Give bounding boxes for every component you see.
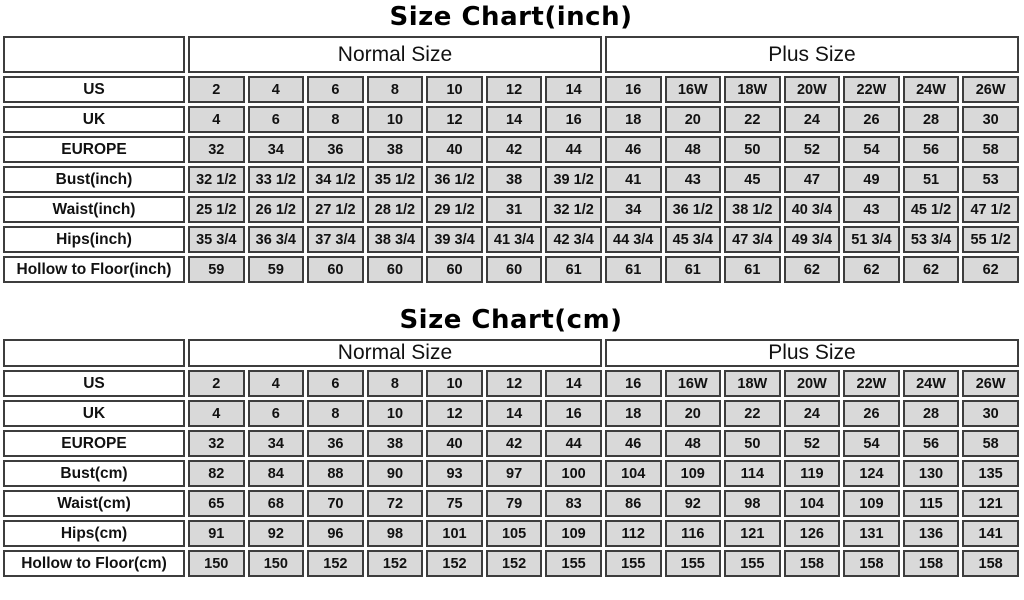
size-cell: 10 — [367, 400, 424, 427]
size-cell: 24W — [903, 76, 960, 103]
size-cell: 16W — [665, 76, 722, 103]
size-cell: 60 — [367, 256, 424, 283]
size-cell: 109 — [545, 520, 602, 547]
size-cell: 96 — [307, 520, 364, 547]
size-cell: 28 — [903, 400, 960, 427]
size-cell: 16W — [665, 370, 722, 397]
size-cell: 24W — [903, 370, 960, 397]
size-cell: 60 — [307, 256, 364, 283]
size-cell: 116 — [665, 520, 722, 547]
size-cell: 50 — [724, 430, 781, 457]
size-cell: 28 — [903, 106, 960, 133]
size-cell: 70 — [307, 490, 364, 517]
size-cell: 14 — [486, 106, 543, 133]
size-cell: 22W — [843, 370, 900, 397]
size-cell: 31 — [486, 196, 543, 223]
size-cell: 150 — [248, 550, 305, 577]
size-cell: 121 — [962, 490, 1019, 517]
group-header-normal-size: Normal Size — [188, 339, 602, 367]
size-cell: 90 — [367, 460, 424, 487]
size-chart-cm-table — [0, 336, 1022, 580]
size-cell: 32 1/2 — [188, 166, 245, 193]
size-cell: 92 — [248, 520, 305, 547]
size-cell: 83 — [545, 490, 602, 517]
size-cell: 62 — [843, 256, 900, 283]
size-cell: 114 — [724, 460, 781, 487]
size-cell: 61 — [545, 256, 602, 283]
size-cell: 36 1/2 — [426, 166, 483, 193]
size-cell: 26 — [843, 106, 900, 133]
size-cell: 72 — [367, 490, 424, 517]
size-cell: 49 — [843, 166, 900, 193]
size-cell: 121 — [724, 520, 781, 547]
size-cell: 8 — [307, 106, 364, 133]
size-cell: 93 — [426, 460, 483, 487]
size-cell: 20 — [665, 400, 722, 427]
size-cell: 51 — [903, 166, 960, 193]
size-cell: 53 3/4 — [903, 226, 960, 253]
table-row — [3, 226, 1019, 253]
size-cell: 20W — [784, 76, 841, 103]
size-cell: 56 — [903, 430, 960, 457]
group-header-normal-size: Normal Size — [188, 36, 602, 73]
size-cell: 2 — [188, 370, 245, 397]
size-cell: 59 — [248, 256, 305, 283]
size-cell: 130 — [903, 460, 960, 487]
size-cell: 12 — [486, 370, 543, 397]
size-cell: 30 — [962, 400, 1019, 427]
table-row — [3, 106, 1019, 133]
size-cell: 20 — [665, 106, 722, 133]
size-cell: 98 — [724, 490, 781, 517]
size-cell: 109 — [843, 490, 900, 517]
size-cell: 6 — [248, 400, 305, 427]
size-cell: 26 — [843, 400, 900, 427]
size-cell: 6 — [248, 106, 305, 133]
group-header-plus-size: Plus Size — [605, 339, 1019, 367]
size-cell: 10 — [426, 76, 483, 103]
size-cell: 45 — [724, 166, 781, 193]
size-cell: 48 — [665, 430, 722, 457]
size-cell: 152 — [367, 550, 424, 577]
size-cell: 27 1/2 — [307, 196, 364, 223]
size-cell: 47 1/2 — [962, 196, 1019, 223]
size-cell: 48 — [665, 136, 722, 163]
size-cell: 12 — [426, 106, 483, 133]
size-cell: 65 — [188, 490, 245, 517]
size-cell: 41 — [605, 166, 662, 193]
table-row — [3, 430, 1019, 457]
size-cell: 50 — [724, 136, 781, 163]
table-row — [3, 550, 1019, 577]
table-row — [3, 460, 1019, 487]
size-cell: 100 — [545, 460, 602, 487]
size-cell: 40 — [426, 136, 483, 163]
size-cell: 158 — [843, 550, 900, 577]
row-label-uk: UK — [3, 106, 185, 133]
size-cell: 20W — [784, 370, 841, 397]
size-cell: 105 — [486, 520, 543, 547]
size-cell: 104 — [605, 460, 662, 487]
size-cell: 47 3/4 — [724, 226, 781, 253]
size-cell: 32 — [188, 136, 245, 163]
size-cell: 101 — [426, 520, 483, 547]
size-cell: 24 — [784, 400, 841, 427]
size-cell: 16 — [545, 106, 602, 133]
size-cell: 46 — [605, 136, 662, 163]
size-cell: 4 — [248, 76, 305, 103]
row-label-waist-inch: Waist(inch) — [3, 196, 185, 223]
size-cell: 18W — [724, 370, 781, 397]
size-cell: 43 — [843, 196, 900, 223]
size-cell: 152 — [426, 550, 483, 577]
size-cell: 38 3/4 — [367, 226, 424, 253]
size-cell: 40 3/4 — [784, 196, 841, 223]
size-cell: 4 — [188, 106, 245, 133]
row-label-uk: UK — [3, 400, 185, 427]
size-cell: 34 — [248, 136, 305, 163]
group-header-plus-size: Plus Size — [605, 36, 1019, 73]
size-cell: 6 — [307, 76, 364, 103]
size-cell: 126 — [784, 520, 841, 547]
size-cell: 61 — [605, 256, 662, 283]
size-cell: 55 1/2 — [962, 226, 1019, 253]
size-cell: 44 — [545, 136, 602, 163]
size-cell: 158 — [784, 550, 841, 577]
size-cell: 12 — [426, 400, 483, 427]
size-cell: 38 — [486, 166, 543, 193]
size-chart-inch-section — [0, 0, 1022, 286]
size-cell: 28 1/2 — [367, 196, 424, 223]
size-cell: 91 — [188, 520, 245, 547]
size-cell: 6 — [307, 370, 364, 397]
size-cell: 22 — [724, 400, 781, 427]
size-chart-cm-title: Size Chart(cm) — [399, 305, 623, 335]
size-cell: 34 — [248, 430, 305, 457]
table-row — [3, 490, 1019, 517]
size-cell: 8 — [367, 370, 424, 397]
size-cell: 86 — [605, 490, 662, 517]
size-cell: 38 — [367, 430, 424, 457]
size-cell: 79 — [486, 490, 543, 517]
size-cell: 26W — [962, 76, 1019, 103]
size-cell: 88 — [307, 460, 364, 487]
size-cell: 26 1/2 — [248, 196, 305, 223]
size-cell: 14 — [486, 400, 543, 427]
row-label-us: US — [3, 76, 185, 103]
size-cell: 2 — [188, 76, 245, 103]
size-cell: 34 1/2 — [307, 166, 364, 193]
size-cell: 22W — [843, 76, 900, 103]
size-cell: 131 — [843, 520, 900, 547]
size-cell: 39 3/4 — [426, 226, 483, 253]
row-label-hollow-to-floor-cm: Hollow to Floor(cm) — [3, 550, 185, 577]
size-cell: 104 — [784, 490, 841, 517]
size-cell: 54 — [843, 430, 900, 457]
size-cell: 135 — [962, 460, 1019, 487]
size-cell: 92 — [665, 490, 722, 517]
size-cell: 51 3/4 — [843, 226, 900, 253]
size-chart-inch-table — [0, 33, 1022, 286]
size-cell: 115 — [903, 490, 960, 517]
size-cell: 34 — [605, 196, 662, 223]
size-cell: 59 — [188, 256, 245, 283]
size-cell: 141 — [962, 520, 1019, 547]
size-cell: 36 3/4 — [248, 226, 305, 253]
size-cell: 52 — [784, 430, 841, 457]
row-label-waist-cm: Waist(cm) — [3, 490, 185, 517]
size-cell: 61 — [665, 256, 722, 283]
size-chart-inch-title: Size Chart(inch) — [389, 2, 633, 32]
size-cell: 152 — [486, 550, 543, 577]
size-cell: 136 — [903, 520, 960, 547]
size-cell: 16 — [605, 370, 662, 397]
size-cell: 49 3/4 — [784, 226, 841, 253]
size-cell: 75 — [426, 490, 483, 517]
size-cell: 112 — [605, 520, 662, 547]
row-label-hips-cm: Hips(cm) — [3, 520, 185, 547]
size-cell: 97 — [486, 460, 543, 487]
size-cell: 14 — [545, 76, 602, 103]
table-row — [3, 136, 1019, 163]
size-cell: 35 1/2 — [367, 166, 424, 193]
size-cell: 158 — [962, 550, 1019, 577]
size-cell: 39 1/2 — [545, 166, 602, 193]
size-cell: 10 — [367, 106, 424, 133]
size-cell: 37 3/4 — [307, 226, 364, 253]
size-cell: 42 — [486, 136, 543, 163]
row-label-bust-cm: Bust(cm) — [3, 460, 185, 487]
size-cell: 61 — [724, 256, 781, 283]
size-cell: 8 — [367, 76, 424, 103]
table-row — [3, 196, 1019, 223]
size-cell: 68 — [248, 490, 305, 517]
table-row — [3, 370, 1019, 397]
size-cell: 30 — [962, 106, 1019, 133]
size-cell: 60 — [486, 256, 543, 283]
row-label-europe: EUROPE — [3, 430, 185, 457]
size-cell: 58 — [962, 430, 1019, 457]
table-row — [3, 256, 1019, 283]
size-cell: 41 3/4 — [486, 226, 543, 253]
size-cell: 14 — [545, 370, 602, 397]
size-cell: 42 — [486, 430, 543, 457]
size-cell: 25 1/2 — [188, 196, 245, 223]
size-cell: 40 — [426, 430, 483, 457]
size-cell: 119 — [784, 460, 841, 487]
size-cell: 58 — [962, 136, 1019, 163]
size-cell: 38 1/2 — [724, 196, 781, 223]
size-cell: 43 — [665, 166, 722, 193]
size-cell: 12 — [486, 76, 543, 103]
size-cell: 4 — [248, 370, 305, 397]
table-row — [3, 76, 1019, 103]
size-cell: 62 — [784, 256, 841, 283]
size-cell: 155 — [545, 550, 602, 577]
row-label-hips-inch: Hips(inch) — [3, 226, 185, 253]
size-cell: 36 — [307, 136, 364, 163]
size-cell: 155 — [724, 550, 781, 577]
size-cell: 46 — [605, 430, 662, 457]
size-cell: 124 — [843, 460, 900, 487]
size-cell: 98 — [367, 520, 424, 547]
size-cell: 10 — [426, 370, 483, 397]
size-cell: 158 — [903, 550, 960, 577]
size-cell: 18W — [724, 76, 781, 103]
size-cell: 16 — [605, 76, 662, 103]
size-cell: 47 — [784, 166, 841, 193]
table-row — [3, 520, 1019, 547]
size-cell: 56 — [903, 136, 960, 163]
size-cell: 4 — [188, 400, 245, 427]
size-cell: 62 — [903, 256, 960, 283]
size-cell: 109 — [665, 460, 722, 487]
size-cell: 152 — [307, 550, 364, 577]
size-cell: 36 — [307, 430, 364, 457]
size-cell: 35 3/4 — [188, 226, 245, 253]
size-cell: 26W — [962, 370, 1019, 397]
size-cell: 52 — [784, 136, 841, 163]
row-label-europe: EUROPE — [3, 136, 185, 163]
size-cell: 33 1/2 — [248, 166, 305, 193]
size-cell: 29 1/2 — [426, 196, 483, 223]
size-cell: 155 — [665, 550, 722, 577]
size-cell: 18 — [605, 400, 662, 427]
size-cell: 54 — [843, 136, 900, 163]
row-label-us: US — [3, 370, 185, 397]
size-cell: 36 1/2 — [665, 196, 722, 223]
size-cell: 150 — [188, 550, 245, 577]
table-row — [3, 400, 1019, 427]
size-cell: 32 — [188, 430, 245, 457]
size-cell: 22 — [724, 106, 781, 133]
size-cell: 38 — [367, 136, 424, 163]
table-row — [3, 166, 1019, 193]
size-chart-cm-section — [0, 303, 1022, 580]
row-label-hollow-to-floor-inch: Hollow to Floor(inch) — [3, 256, 185, 283]
size-cell: 60 — [426, 256, 483, 283]
row-label-bust-inch: Bust(inch) — [3, 166, 185, 193]
size-cell: 84 — [248, 460, 305, 487]
size-cell: 45 1/2 — [903, 196, 960, 223]
size-cell: 82 — [188, 460, 245, 487]
corner-cell — [3, 339, 185, 367]
size-cell: 24 — [784, 106, 841, 133]
size-cell: 32 1/2 — [545, 196, 602, 223]
size-cell: 53 — [962, 166, 1019, 193]
size-cell: 62 — [962, 256, 1019, 283]
corner-cell — [3, 36, 185, 73]
size-cell: 155 — [605, 550, 662, 577]
size-cell: 8 — [307, 400, 364, 427]
size-cell: 45 3/4 — [665, 226, 722, 253]
size-cell: 16 — [545, 400, 602, 427]
size-cell: 44 — [545, 430, 602, 457]
size-cell: 44 3/4 — [605, 226, 662, 253]
size-cell: 42 3/4 — [545, 226, 602, 253]
size-cell: 18 — [605, 106, 662, 133]
